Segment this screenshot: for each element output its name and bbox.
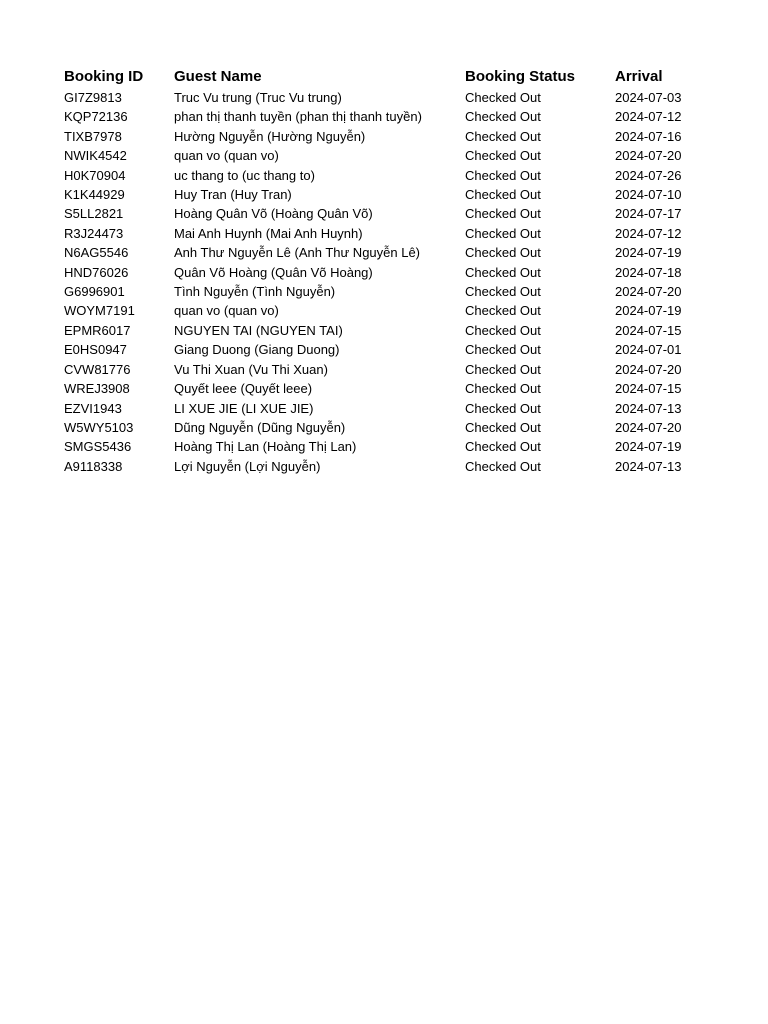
cell-booking-id: WREJ3908: [64, 381, 130, 397]
cell-guest-name: Huy Tran (Huy Tran): [174, 187, 292, 203]
cell-guest-name: Anh Thư Nguyễn Lê (Anh Thư Nguyễn Lê): [174, 245, 421, 261]
cell-booking-status: Checked Out: [465, 187, 541, 203]
header-guest-name: Guest Name: [174, 68, 262, 85]
cell-booking-id: CVW81776: [64, 361, 131, 377]
table-row: [64, 224, 704, 243]
cell-booking-status: Checked Out: [465, 361, 541, 377]
cell-arrival: 2024-07-12: [615, 109, 682, 125]
cell-booking-id: HND76026: [64, 264, 129, 280]
cell-guest-name: Tình Nguyễn (Tình Nguyễn): [174, 284, 336, 300]
cell-arrival: 2024-07-17: [615, 206, 682, 222]
cell-booking-id: WOYM7191: [64, 303, 135, 319]
cell-guest-name: LI XUE JIE (LI XUE JIE): [174, 400, 314, 416]
cell-guest-name: Hường Nguyễn (Hường Nguyễn): [174, 128, 366, 144]
cell-booking-status: Checked Out: [465, 90, 541, 105]
cell-arrival: 2024-07-19: [615, 439, 682, 455]
cell-arrival: 2024-07-19: [615, 245, 682, 261]
table-row: [64, 243, 704, 262]
cell-booking-status: Checked Out: [465, 264, 541, 280]
cell-arrival: 2024-07-15: [615, 322, 682, 338]
table-row: [64, 146, 704, 165]
cell-arrival: 2024-07-16: [615, 128, 682, 144]
table-row: [64, 321, 704, 340]
cell-booking-status: Checked Out: [465, 225, 541, 241]
table-row: [64, 418, 704, 437]
cell-guest-name: Quân Võ Hoàng (Quân Võ Hoàng): [174, 264, 373, 280]
cell-guest-name: quan vo (quan vo): [174, 148, 279, 164]
table-row: [64, 88, 704, 107]
cell-booking-id: K1K44929: [64, 187, 125, 203]
cell-guest-name: Vu Thi Xuan (Vu Thi Xuan): [174, 361, 328, 377]
cell-arrival: 2024-07-20: [615, 148, 682, 164]
table-row: [64, 457, 704, 476]
table-row: [64, 340, 704, 359]
cell-booking-id: TIXB7978: [64, 128, 122, 144]
cell-arrival: 2024-07-26: [615, 167, 682, 183]
table-row: [64, 166, 704, 185]
cell-booking-status: Checked Out: [465, 400, 541, 416]
cell-booking-id: W5WY5103: [64, 419, 134, 435]
cell-booking-id: SMGS5436: [64, 439, 132, 455]
cell-booking-id: G6996901: [64, 284, 125, 300]
cell-guest-name: uc thang to (uc thang to): [174, 167, 315, 183]
cell-booking-id: NWIK4542: [64, 148, 127, 164]
cell-guest-name: Lợi Nguyễn (Lợi Nguyễn): [174, 458, 321, 474]
cell-booking-status: Checked Out: [465, 206, 541, 222]
header-arrival: Arrival: [615, 68, 663, 85]
cell-booking-status: Checked Out: [465, 381, 541, 397]
table-row: [64, 379, 704, 398]
cell-arrival: 2024-07-18: [615, 264, 682, 280]
cell-guest-name: Quyết leee (Quyết leee): [174, 381, 313, 397]
table-row: [64, 263, 704, 282]
cell-booking-status: Checked Out: [465, 109, 541, 125]
bookings-sheet: [64, 66, 704, 476]
cell-booking-status: Checked Out: [465, 439, 541, 455]
cell-booking-status: Checked Out: [465, 342, 541, 358]
cell-arrival: 2024-07-20: [615, 361, 682, 377]
cell-arrival: 2024-07-13: [615, 400, 682, 416]
cell-guest-name: Hoàng Thị Lan (Hoàng Thị Lan): [174, 439, 357, 455]
cell-booking-status: Checked Out: [465, 128, 541, 144]
table-row: [64, 204, 704, 223]
cell-guest-name: Mai Anh Huynh (Mai Anh Huynh): [174, 225, 363, 241]
cell-guest-name: Dũng Nguyễn (Dũng Nguyễn): [174, 419, 346, 435]
cell-arrival: 2024-07-01: [615, 342, 682, 358]
cell-booking-id: N6AG5546: [64, 245, 129, 261]
table-row: [64, 107, 704, 126]
cell-arrival: 2024-07-19: [615, 303, 682, 319]
cell-arrival: 2024-07-12: [615, 225, 682, 241]
cell-booking-status: Checked Out: [465, 458, 541, 474]
cell-arrival: 2024-07-10: [615, 187, 682, 203]
cell-booking-status: Checked Out: [465, 245, 541, 261]
table-body: [64, 88, 704, 476]
header-booking-id: Booking ID: [64, 68, 144, 85]
cell-guest-name: NGUYEN TAI (NGUYEN TAI): [174, 322, 343, 338]
cell-arrival: 2024-07-20: [615, 284, 682, 300]
table-row: [64, 301, 704, 320]
cell-arrival: 2024-07-03: [615, 90, 682, 105]
cell-arrival: 2024-07-20: [615, 419, 682, 435]
cell-booking-id: A9118338: [64, 458, 123, 474]
cell-guest-name: quan vo (quan vo): [174, 303, 279, 319]
cell-booking-id: GI7Z9813: [64, 90, 122, 105]
table-row: [64, 127, 704, 146]
cell-booking-status: Checked Out: [465, 322, 541, 338]
table-row: [64, 399, 704, 418]
cell-booking-status: Checked Out: [465, 284, 541, 300]
cell-guest-name: phan thị thanh tuyền (phan thị thanh tuyền): [174, 109, 422, 125]
table-row: [64, 282, 704, 301]
cell-booking-status: Checked Out: [465, 167, 541, 183]
table-row: [64, 185, 704, 204]
cell-booking-status: Checked Out: [465, 148, 541, 164]
cell-booking-id: KQP72136: [64, 109, 128, 125]
cell-booking-id: EZVI1943: [64, 400, 122, 416]
cell-guest-name: Hoàng Quân Võ (Hoàng Quân Võ): [174, 206, 373, 222]
cell-guest-name: Truc Vu trung (Truc Vu trung): [174, 90, 342, 105]
cell-guest-name: Giang Duong (Giang Duong): [174, 342, 340, 358]
cell-arrival: 2024-07-15: [615, 381, 682, 397]
cell-booking-id: H0K70904: [64, 167, 126, 183]
cell-booking-id: S5LL2821: [64, 206, 124, 222]
cell-booking-status: Checked Out: [465, 303, 541, 319]
cell-booking-id: E0HS0947: [64, 342, 127, 358]
header-booking-status: Booking Status: [465, 68, 576, 85]
cell-arrival: 2024-07-13: [615, 458, 682, 474]
bookings-table: [64, 66, 704, 476]
cell-booking-id: R3J24473: [64, 225, 124, 241]
header-row: [64, 66, 704, 88]
cell-booking-id: EPMR6017: [64, 322, 131, 338]
table-row: [64, 437, 704, 456]
table-row: [64, 360, 704, 379]
cell-booking-status: Checked Out: [465, 419, 541, 435]
